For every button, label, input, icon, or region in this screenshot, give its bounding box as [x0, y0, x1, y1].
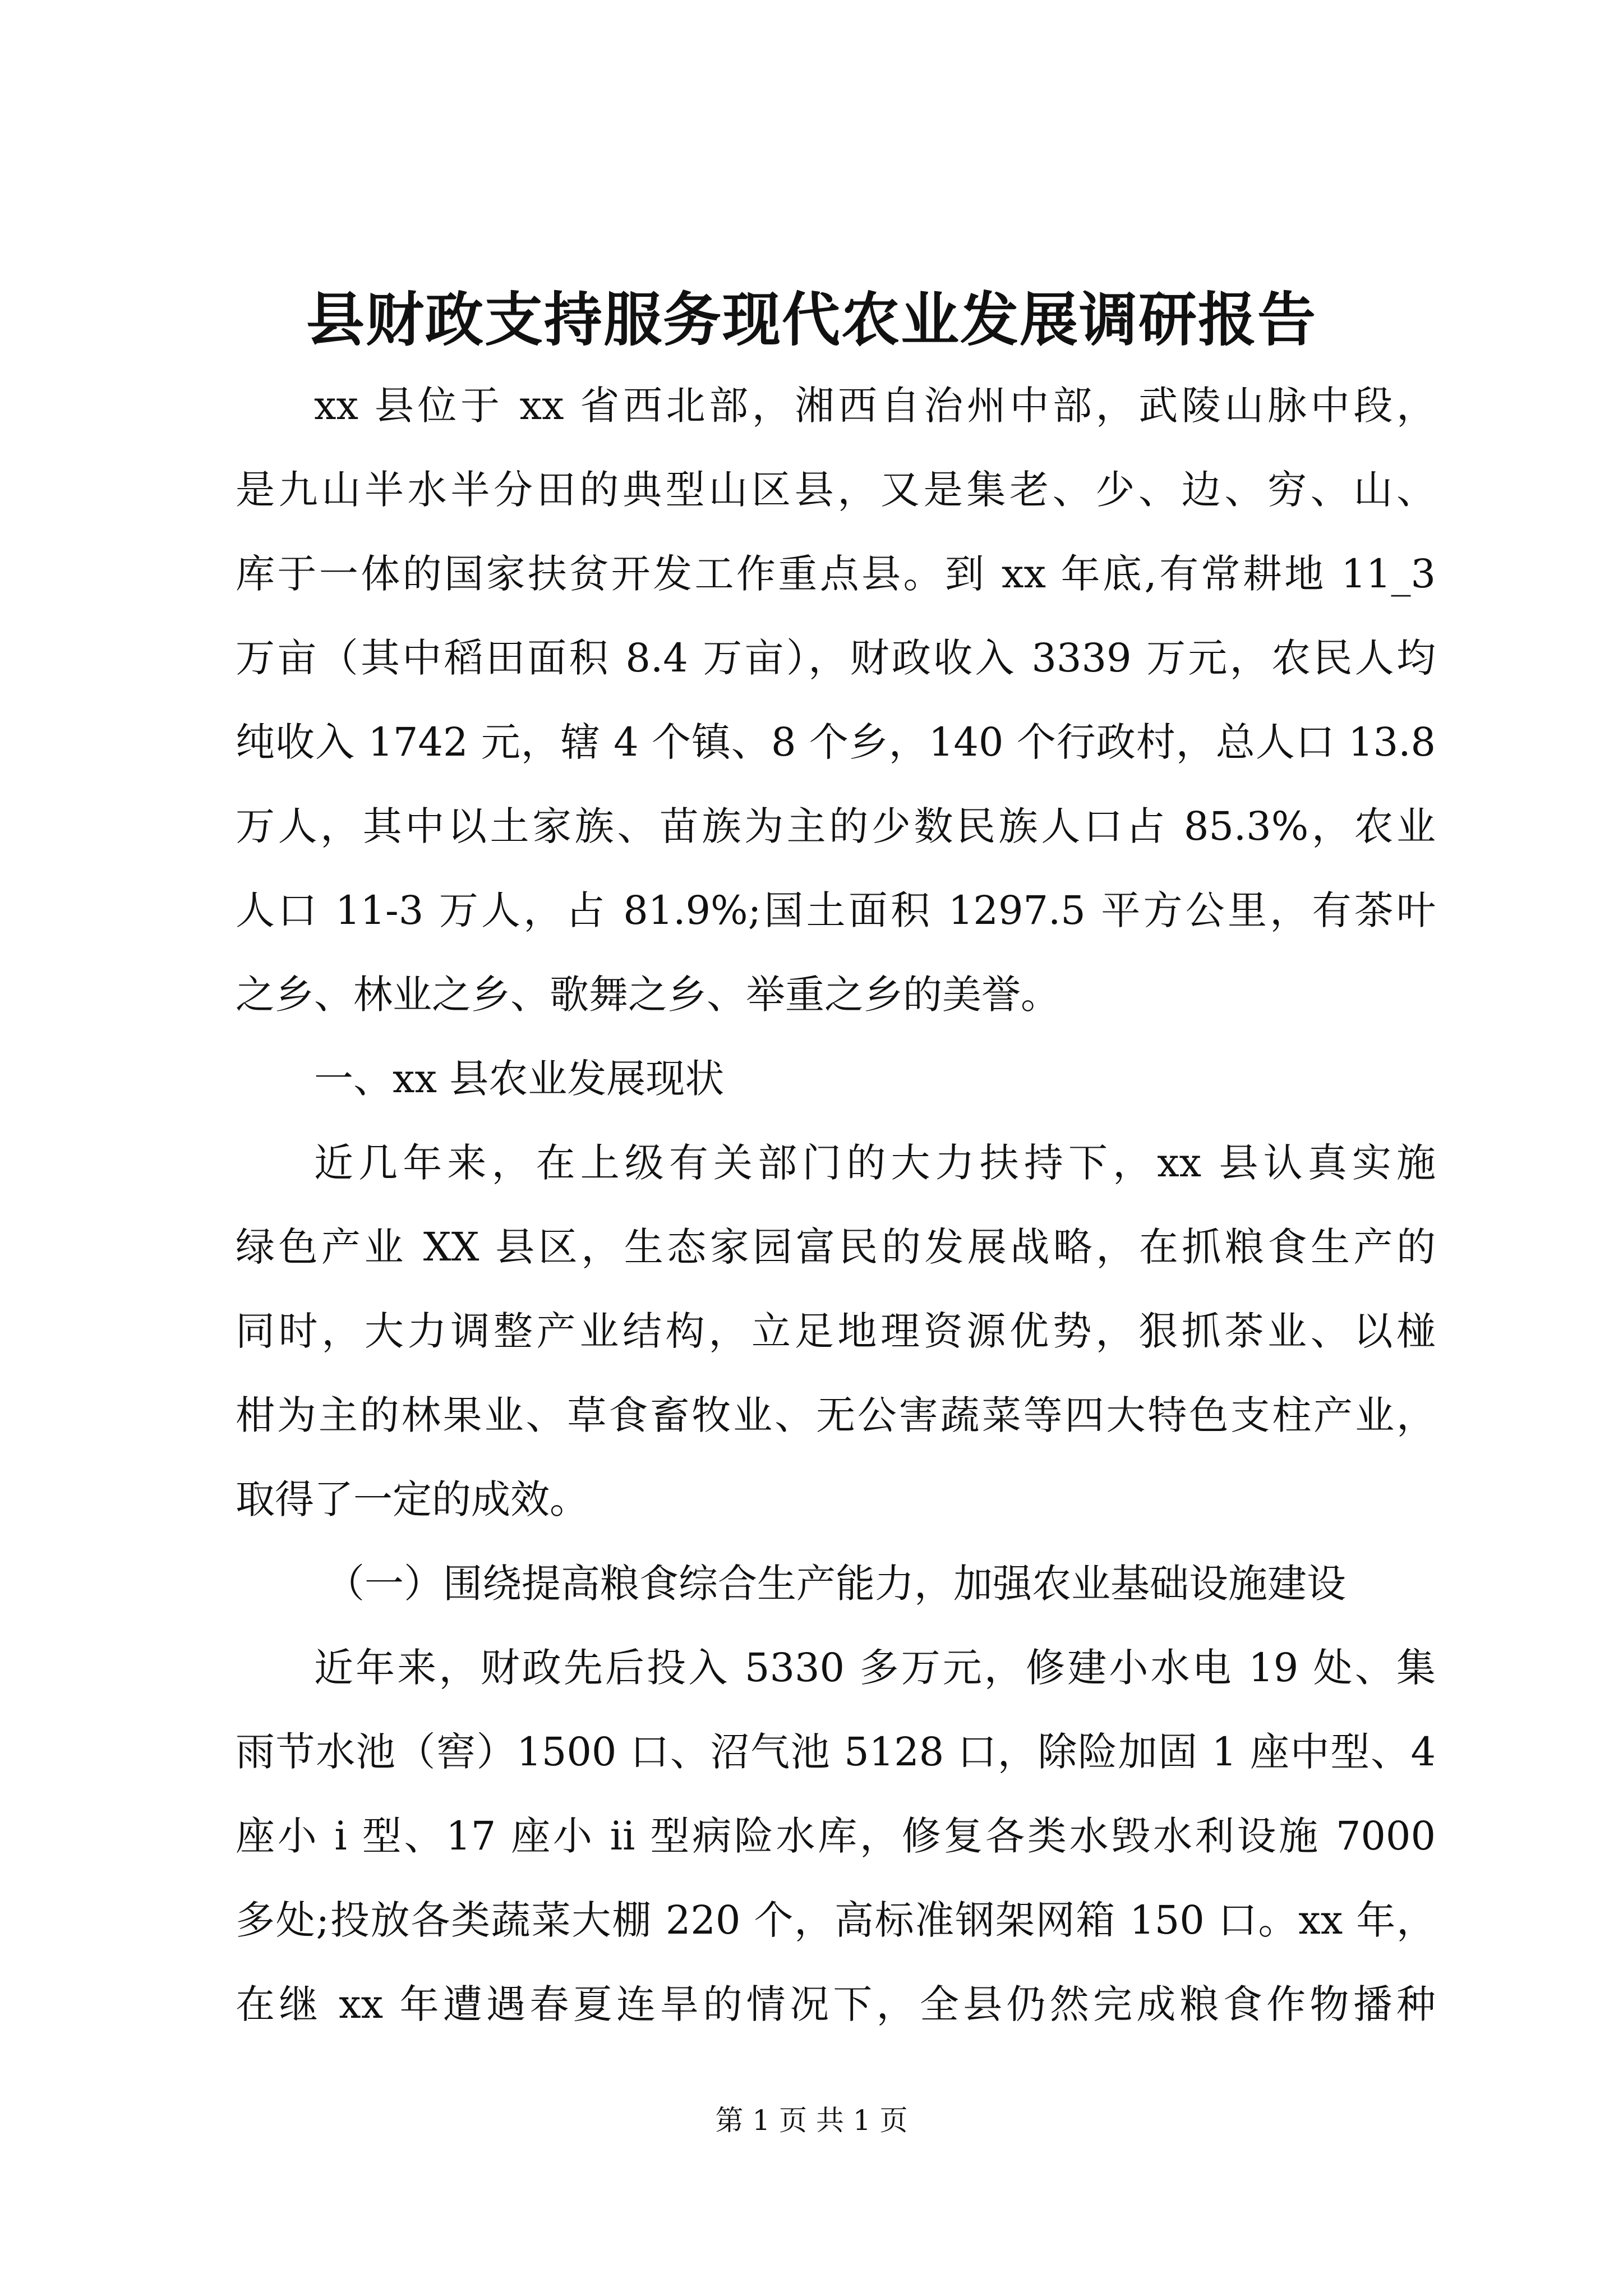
paragraph-line: 之乡、林业之乡、歌舞之乡、举重之乡的美誉。 [236, 972, 1060, 1018]
subsection-heading: （一）围绕提高粮食综合生产能力，加强农业基础设施建设 [325, 1561, 1346, 1607]
paragraph-line: 库于一体的国家扶贫开发工作重点县。到 xx 年底,有常耕地 11_3 [236, 551, 1436, 597]
paragraph-line: 万人，其中以土家族、苗族为主的少数民族人口占 85.3%，农业 [236, 803, 1436, 849]
document-body [236, 364, 1436, 2046]
paragraph-line: 纯收入 1742 元，辖 4 个镇、8 个乡，140 个行政村，总人口 13.8 [236, 719, 1436, 765]
page-footer: 第 1 页 共 1 页 [715, 2104, 908, 2137]
paragraph-line: 同时，大力调整产业结构，立足地理资源优势，狠抓茶业、以椪 [236, 1308, 1436, 1354]
section-heading: 一、xx 县农业发展现状 [314, 1056, 725, 1102]
paragraph-line: 万亩（其中稻田面积 8.4 万亩），财政收入 3339 万元，农民人均 [236, 635, 1436, 681]
document-title: 县财政支持服务现代农业发展调研报告 [306, 285, 1317, 354]
paragraph-line: xx 县位于 xx 省西北部，湘西自治州中部，武陵山脉中段， [314, 383, 1436, 429]
paragraph-line: 人口 11-3 万人，占 81.9%;国土面积 1297.5 平方公里，有茶叶 [236, 887, 1436, 933]
paragraph-line: 近几年来，在上级有关部门的大力扶持下，xx 县认真实施 [314, 1140, 1436, 1186]
paragraph-line: 在继 xx 年遭遇春夏连旱的情况下，全县仍然完成粮食作物播种 [236, 1981, 1436, 2027]
paragraph-line: 多处;投放各类蔬菜大棚 220 个，高标准钢架网箱 150 口。xx 年， [236, 1897, 1436, 1943]
paragraph-line: 取得了一定的成效。 [236, 1476, 589, 1522]
paragraph-line: 座小 i 型、17 座小 ii 型病险水库，修复各类水毁水利设施 7000 [236, 1813, 1436, 1859]
paragraph-line: 是九山半水半分田的典型山区县，又是集老、少、边、穷、山、 [236, 467, 1436, 513]
paragraph-line: 近年来，财政先后投入 5330 多万元，修建小水电 19 处、集 [314, 1645, 1436, 1691]
paragraph-line: 柑为主的林果业、草食畜牧业、无公害蔬菜等四大特色支柱产业， [236, 1392, 1436, 1438]
paragraph-line: 雨节水池（窖）1500 口、沼气池 5128 口，除险加固 1 座中型、4 [236, 1729, 1436, 1775]
paragraph-line: 绿色产业 XX 县区，生态家园富民的发展战略，在抓粮食生产的 [236, 1224, 1436, 1270]
